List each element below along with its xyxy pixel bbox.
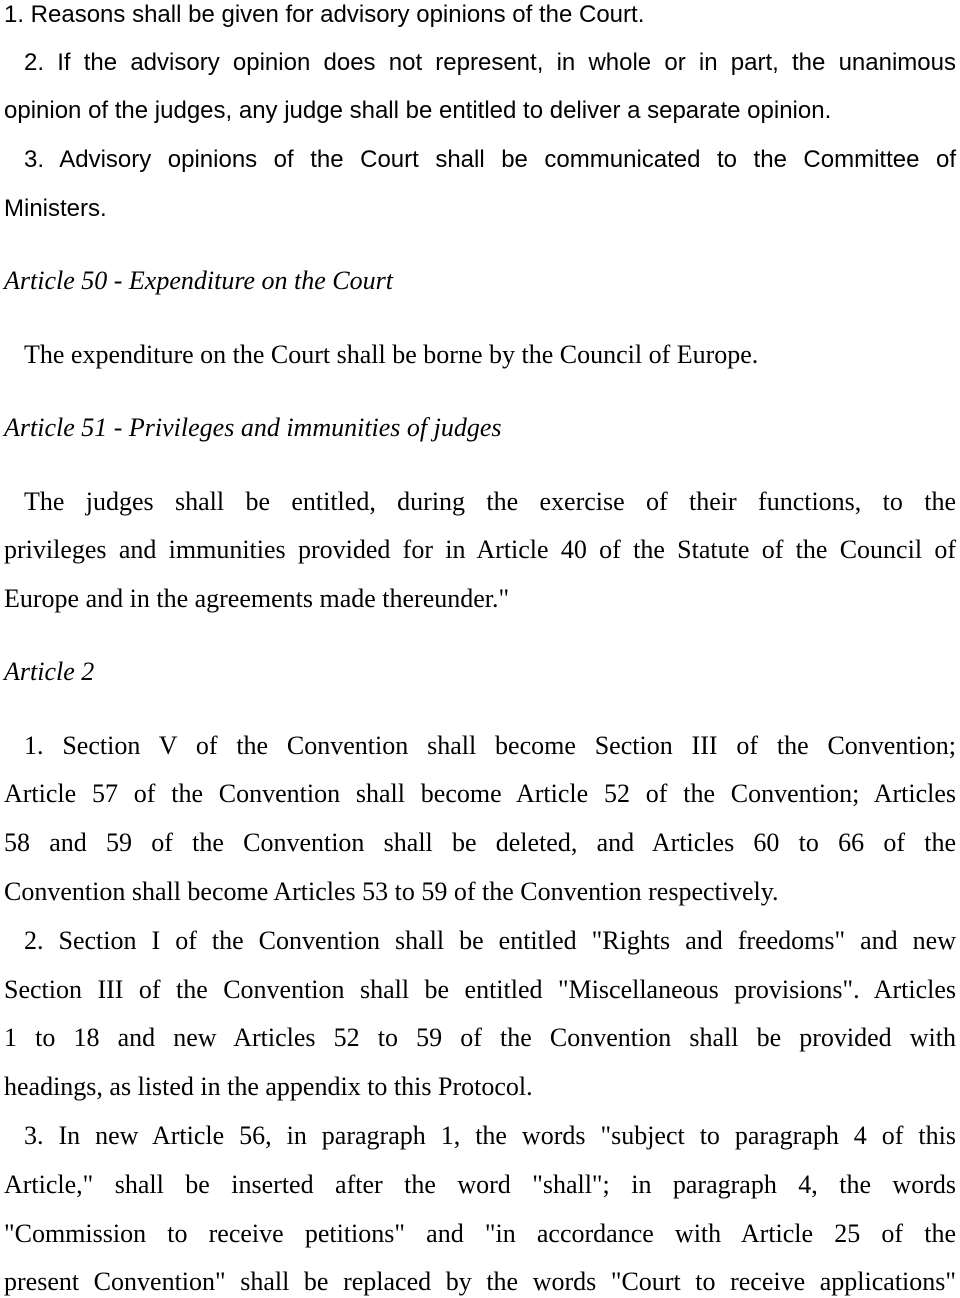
text-line: 58 and 59 of the Convention shall be deleted, and Articles 60 to 66 of the — [4, 828, 956, 857]
text-line: The expenditure on the Court shall be borne by the Council of Europe. — [24, 340, 759, 369]
text-line: 2. If the advisory opinion does not represent, in whole or in part, the unanimous — [24, 49, 956, 76]
article-heading: Article 51 - Privileges and immunities of judges — [4, 413, 502, 442]
text-line: 1. Section V of the Convention shall become Section III of the Convention; — [24, 731, 956, 760]
text-line: 1. Reasons shall be given for advisory opinions of the Court. — [4, 1, 645, 28]
text-line: Article," shall be inserted after the word "shall"; in paragraph 4, the words — [4, 1170, 956, 1199]
text-line: headings, as listed in the appendix to this Protocol. — [4, 1072, 533, 1101]
text-line: Europe and in the agreements made thereunder." — [4, 584, 510, 613]
article-heading: Article 2 — [4, 657, 95, 686]
text-line: Convention shall become Articles 53 to 59 of the Convention respectively. — [4, 877, 779, 906]
text-line: Ministers. — [4, 195, 107, 222]
text-line: The judges shall be entitled, during the exercise of their functions, to the — [24, 487, 956, 516]
text-line: 3. In new Article 56, in paragraph 1, the words "subject to paragraph 4 of this — [24, 1121, 956, 1150]
article-heading: Article 50 - Expenditure on the Court — [4, 266, 393, 295]
text-line: present Convention" shall be replaced by the words "Court to receive applications" — [4, 1267, 956, 1296]
text-line: privileges and immunities provided for in Article 40 of the Statute of the Council of — [4, 535, 956, 564]
text-line: 3. Advisory opinions of the Court shall be communicated to the Committee of — [24, 146, 956, 173]
text-line: 1 to 18 and new Articles 52 to 59 of the Convention shall be provided with — [4, 1023, 956, 1052]
text-line: opinion of the judges, any judge shall be entitled to deliver a separate opinion. — [4, 97, 832, 124]
text-line: Section III of the Convention shall be entitled "Miscellaneous provisions". Articles — [4, 975, 956, 1004]
text-line: Article 57 of the Convention shall become Article 52 of the Convention; Articles — [4, 779, 956, 808]
text-line: 2. Section I of the Convention shall be entitled "Rights and freedoms" and new — [24, 926, 956, 955]
text-line: "Commission to receive petitions" and "in accordance with Article 25 of the — [4, 1219, 956, 1248]
